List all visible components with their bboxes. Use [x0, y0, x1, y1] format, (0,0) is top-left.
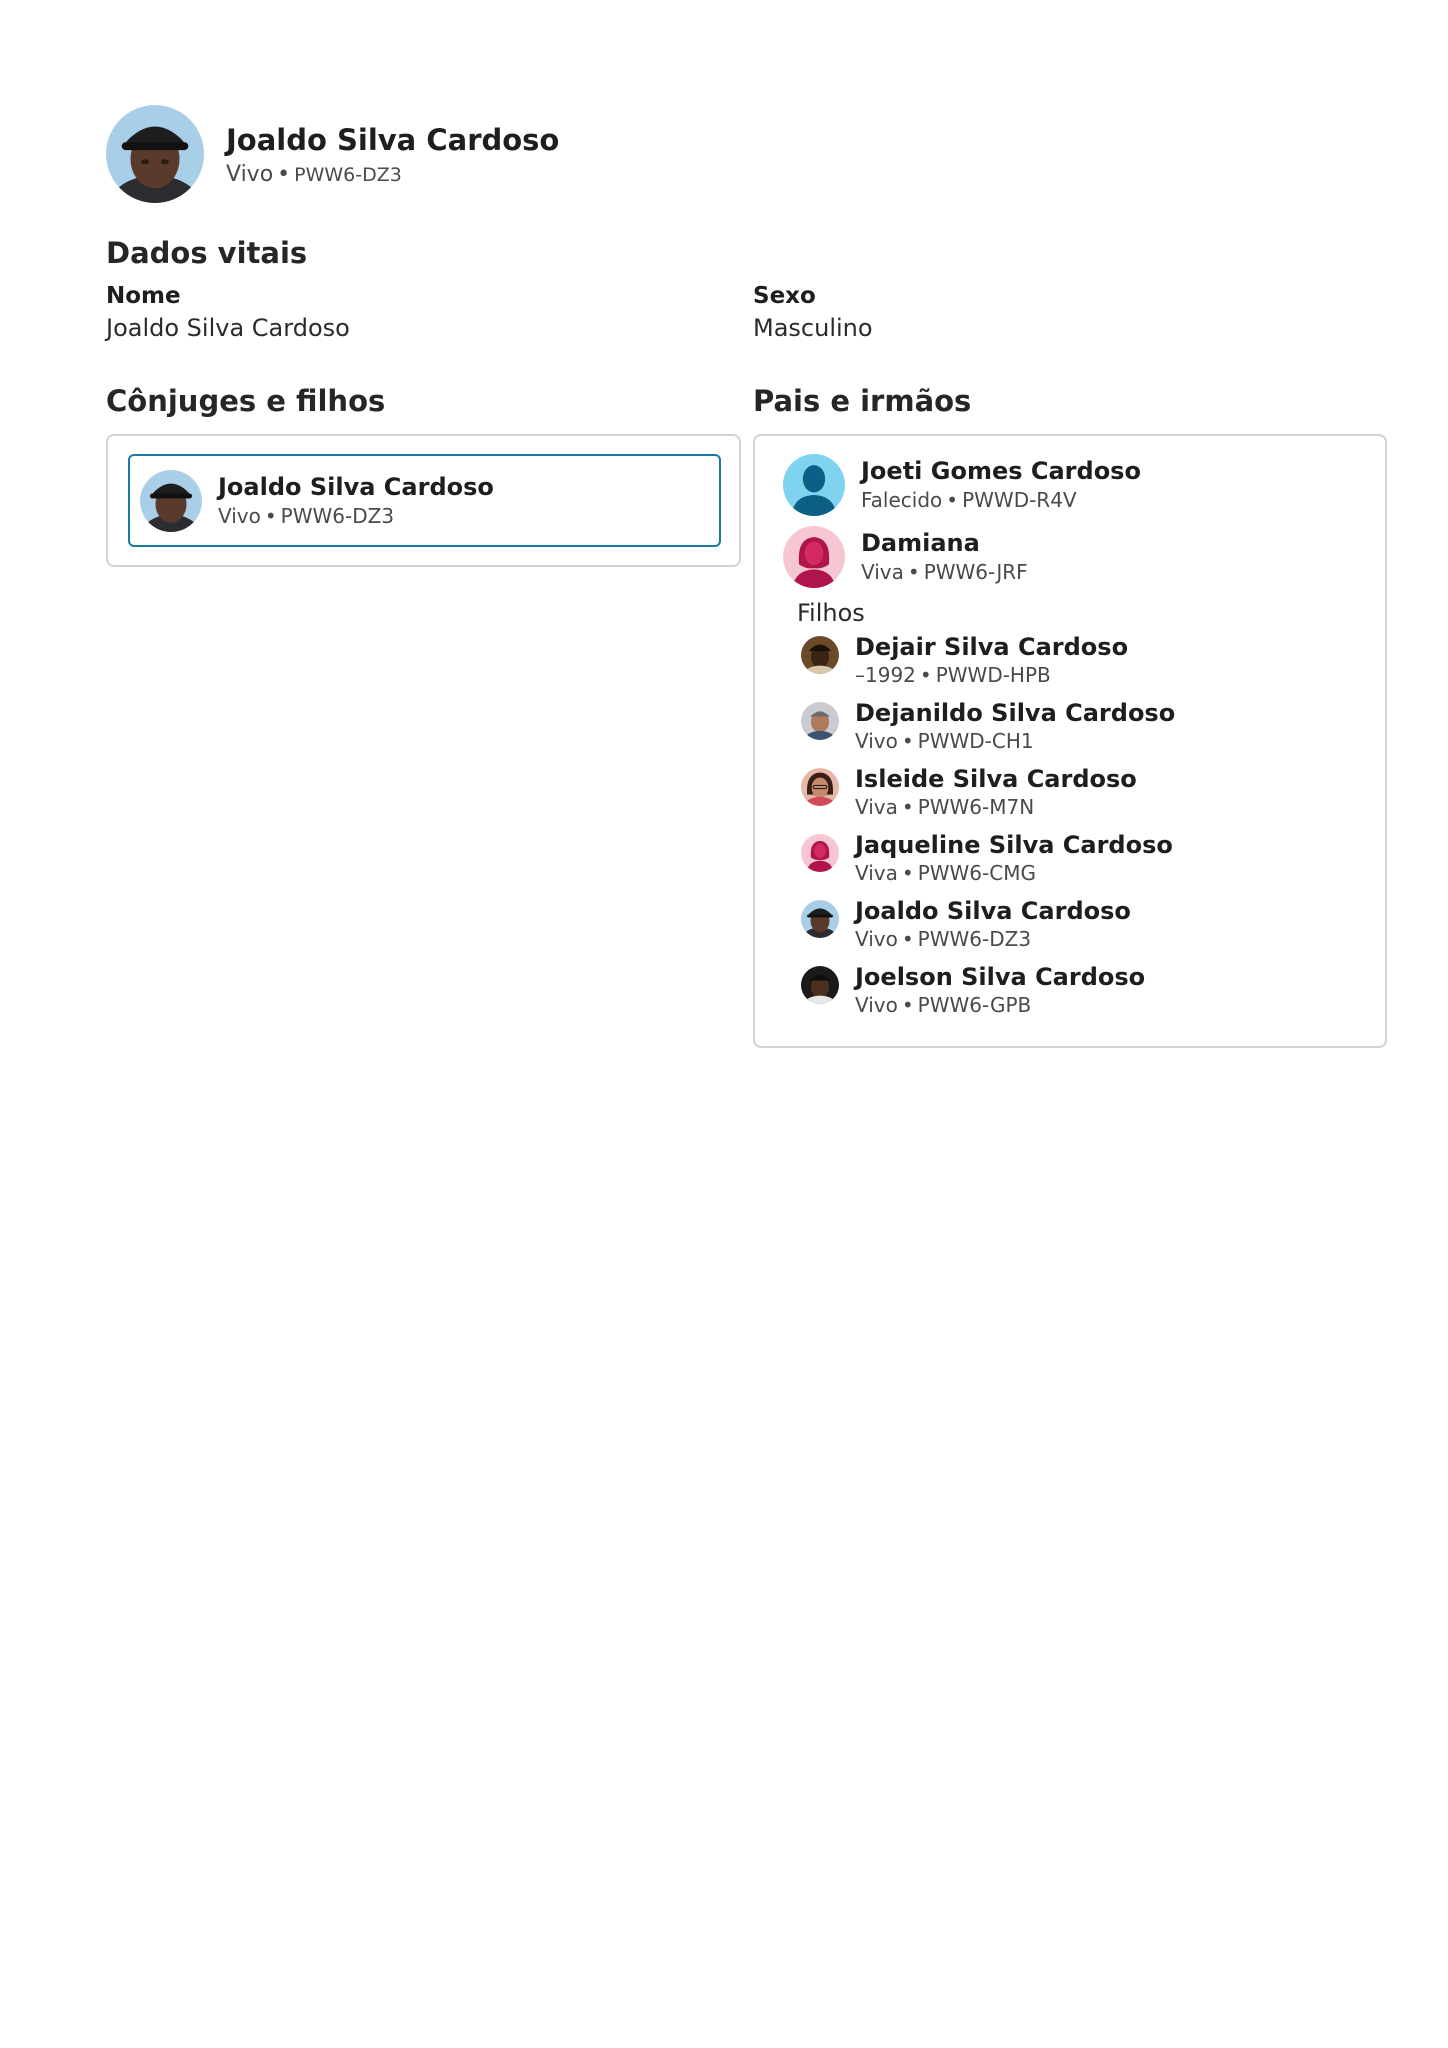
name-value: Joaldo Silva Cardoso [106, 314, 350, 342]
children-label: Filhos [797, 599, 865, 627]
child-row[interactable] [801, 764, 1137, 820]
person-id: PWW6-JRF [923, 560, 1028, 584]
person-id: PWWD-HPB [935, 663, 1051, 687]
person-avatar [801, 966, 839, 1004]
person-meta [861, 558, 1028, 586]
child-row[interactable] [801, 830, 1173, 886]
person-id: PWWD-CH1 [917, 729, 1034, 753]
person-text [218, 472, 494, 530]
person-text [855, 764, 1137, 820]
person-name: Dejair Silva Cardoso [855, 633, 1129, 661]
person-name: Dejanildo Silva Cardoso [855, 699, 1176, 727]
person-avatar [801, 900, 839, 938]
sex-value: Masculino [753, 314, 873, 342]
separator: • [264, 503, 277, 528]
person-text [855, 632, 1128, 688]
person-photo-icon [801, 702, 839, 740]
person-avatar [783, 454, 845, 516]
life-status: –1992 [855, 663, 916, 687]
life-status: Vivo [226, 161, 274, 187]
person-name: Joelson Silva Cardoso [855, 963, 1146, 991]
person-photo-icon [801, 900, 839, 938]
child-row[interactable] [801, 698, 1175, 754]
separator: • [907, 560, 920, 584]
person-name: Joeti Gomes Cardoso [861, 457, 1141, 485]
separator: • [277, 161, 291, 187]
separator: • [946, 488, 959, 512]
person-id: PWW6-DZ3 [280, 503, 395, 528]
life-status: Viva [855, 795, 898, 819]
profile-photo-avatar[interactable] [106, 105, 204, 203]
person-meta [855, 926, 1131, 952]
father-row[interactable] [783, 454, 1141, 516]
person-avatar [801, 834, 839, 872]
person-text [855, 962, 1145, 1018]
person-text [861, 528, 1028, 586]
person-id: PWW6-M7N [917, 795, 1035, 819]
selected-person-card[interactable] [128, 454, 721, 547]
person-id: PWW6-DZ3 [294, 163, 402, 186]
person-id: PWW6-CMG [917, 861, 1036, 885]
person-id: PWW6-DZ3 [917, 927, 1032, 951]
separator: • [919, 663, 932, 687]
child-row[interactable] [801, 962, 1145, 1018]
sex-label: Sexo [753, 283, 816, 309]
person-photo-icon [801, 966, 839, 1004]
person-text [855, 830, 1173, 886]
person-avatar [783, 526, 845, 588]
person-meta [855, 860, 1173, 886]
person-meta [855, 662, 1128, 688]
person-name: Damiana [861, 529, 980, 557]
person-text [861, 456, 1141, 514]
life-status: Vivo [218, 503, 261, 528]
person-photo-icon [801, 768, 839, 806]
parents-card [753, 434, 1387, 1048]
vitals-section-title: Dados vitais [106, 236, 308, 270]
child-row[interactable] [801, 896, 1131, 952]
header-text [226, 122, 559, 187]
parents-section-title: Pais e irmãos [753, 384, 972, 418]
life-status: Viva [855, 861, 898, 885]
person-name: Joaldo Silva Cardoso [218, 472, 494, 501]
name-label: Nome [106, 283, 181, 309]
mother-row[interactable] [783, 526, 1028, 588]
separator: • [901, 795, 914, 819]
person-id: PWWD-R4V [962, 488, 1077, 512]
life-status: Falecido [861, 488, 943, 512]
person-name: Isleide Silva Cardoso [855, 765, 1137, 793]
person-avatar [140, 470, 202, 532]
person-photo-icon [106, 105, 204, 203]
person-meta [855, 794, 1137, 820]
person-header [106, 105, 559, 203]
person-name: Joaldo Silva Cardoso [855, 897, 1131, 925]
separator: • [901, 993, 914, 1017]
person-text [855, 698, 1175, 754]
person-id: PWW6-GPB [917, 993, 1032, 1017]
life-status: Viva [861, 560, 904, 584]
spouses-section-title: Cônjuges e filhos [106, 384, 386, 418]
person-meta [226, 162, 559, 187]
person-meta [861, 486, 1141, 514]
male-silhouette-icon [783, 454, 845, 516]
female-silhouette-icon [801, 834, 839, 872]
separator: • [901, 729, 914, 753]
person-avatar [801, 702, 839, 740]
person-meta [855, 728, 1175, 754]
person-photo-icon [801, 636, 839, 674]
person-name: Jaqueline Silva Cardoso [855, 831, 1173, 859]
person-photo-icon [140, 470, 202, 532]
person-text [855, 896, 1131, 952]
spouses-card [106, 434, 741, 567]
person-name-heading: Joaldo Silva Cardoso [226, 122, 560, 157]
life-status: Vivo [855, 993, 898, 1017]
person-avatar [801, 768, 839, 806]
life-status: Vivo [855, 927, 898, 951]
person-meta [855, 992, 1145, 1018]
person-avatar [801, 636, 839, 674]
separator: • [901, 927, 914, 951]
female-silhouette-icon [783, 526, 845, 588]
person-meta [218, 502, 494, 530]
child-row[interactable] [801, 632, 1128, 688]
separator: • [901, 861, 914, 885]
life-status: Vivo [855, 729, 898, 753]
